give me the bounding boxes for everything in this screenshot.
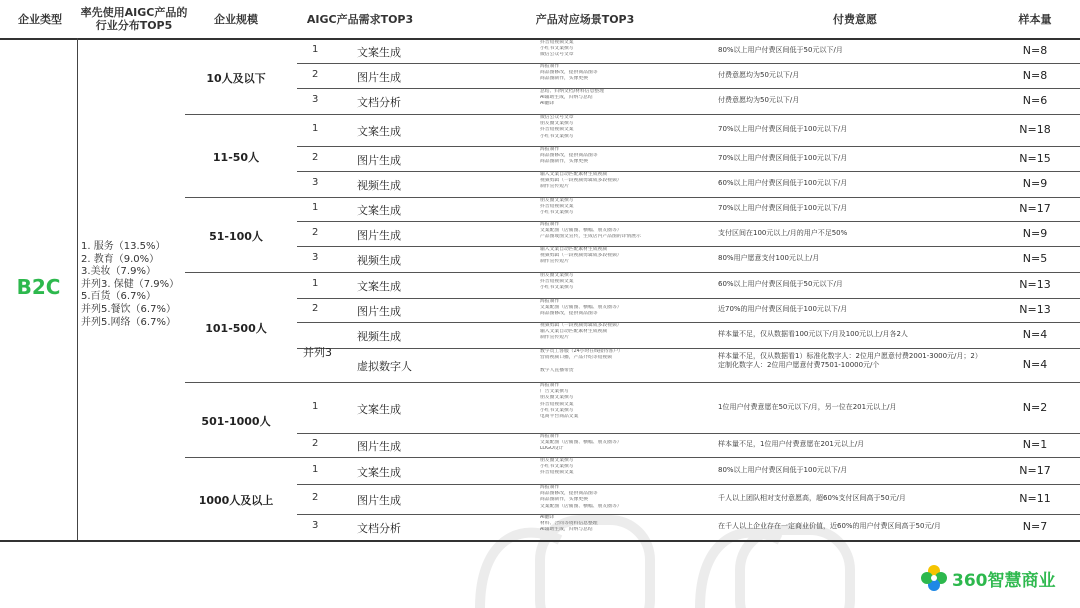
scene-rank — [481, 414, 529, 420]
sample-size: N=5 — [1022, 252, 1048, 265]
sample-size: N=7 — [1022, 520, 1048, 533]
pay-willingness: 70%以上用户付费区间低于100元以下/月 — [718, 204, 848, 212]
scene-text: 商品图修改，提供商品图等 — [540, 153, 598, 159]
scene-text: 商品图制作，头像更换 — [540, 76, 588, 82]
scene-text-list — [540, 273, 712, 292]
scene-text: 小红书文案撰写 — [540, 133, 574, 139]
company-size-label: 101-500人 — [205, 322, 267, 335]
header-demand: AIGC产品需求TOP3 — [306, 13, 414, 26]
demand-rank: 2 — [312, 226, 319, 238]
header-pay: 付费意愿 — [833, 13, 877, 26]
scene-rank — [481, 448, 529, 454]
scene-text: 朋友圈文案撰写 — [540, 273, 574, 278]
scene-rank-list — [481, 518, 529, 537]
size-group-divider — [185, 272, 297, 273]
sample-size: N=11 — [1019, 492, 1051, 505]
sample-size: N=13 — [1019, 303, 1051, 316]
scene-rank-list — [481, 326, 529, 345]
brand-logo — [918, 562, 1068, 596]
size-group-divider — [185, 457, 297, 458]
type-column-divider — [77, 38, 78, 540]
scene-text: 商品图制作，头像更换 — [540, 159, 588, 165]
product-name: 文案生成 — [357, 465, 401, 479]
demand-rank: 1 — [312, 278, 319, 289]
scene-rank-list — [481, 66, 529, 85]
scene-text: 制作宣传短片 — [540, 259, 569, 265]
demand-rank: 3 — [312, 252, 319, 263]
industry-list — [81, 241, 193, 329]
scene-rank — [481, 313, 529, 319]
product-name: 图片生成 — [357, 153, 401, 167]
product-name: 图片生成 — [357, 494, 401, 507]
demand-rank: 2 — [312, 303, 319, 314]
scene-text: 视频剪辑（一段视频剪辑成多段视频） — [540, 178, 622, 184]
scene-text: 海报制作 — [540, 485, 560, 490]
scene-text: 抖音短视频文案 — [540, 127, 574, 133]
sample-size: N=13 — [1019, 278, 1051, 291]
scene-text: 文案配图（店铺图、横幅、朋友圈等） — [540, 228, 622, 234]
demand-rank: 1 — [312, 463, 319, 475]
scene-rank — [481, 162, 529, 168]
scene-text: 电商平台商品文案 — [540, 413, 579, 419]
scene-text: 文案配图（店铺图、横幅、朋友圈等） — [540, 440, 622, 446]
pay-willingness: 样本量不足，1位用户付费意愿在201元以上/月 — [718, 440, 865, 448]
pay-willingness: 支付区间在100元以上/月的用户不足50% — [718, 228, 848, 237]
scene-text-list — [540, 323, 712, 342]
scene-text: 海报制作 — [540, 299, 560, 304]
sample-size: N=17 — [1019, 202, 1051, 215]
industry-item: 并列5.餐饮（6.7%） — [81, 303, 176, 315]
scene-text: 朋友圈文案撰写 — [540, 198, 574, 203]
demand-rank: 2 — [312, 151, 319, 163]
scene-text: LOGO设计 — [540, 446, 564, 452]
scene-text: 小红书文案撰写 — [540, 285, 574, 291]
pay-willingness: 样本量不足，仅从数据看100元以下/月及100元以上/月各2人 — [718, 330, 908, 338]
scene-text: 海报制作 — [540, 434, 560, 439]
scene-text-list — [540, 247, 712, 266]
product-name: 视频生成 — [357, 330, 401, 343]
sample-size: N=9 — [1022, 226, 1048, 240]
header-scene: 产品对应场景TOP3 — [535, 13, 635, 26]
scene-text: 朋友圈文案撰写 — [540, 121, 574, 127]
pay-willingness: 样本量不足，仅从数据看1）标准化数字人：2位用户愿意付费2001-3000元/月；2）定制化数字人：2位用户愿意付费7501-10000元/个 — [718, 352, 982, 369]
scene-rank — [481, 212, 529, 218]
scene-text-list — [540, 89, 712, 108]
scene-text-list — [540, 40, 712, 59]
sample-size: N=4 — [1022, 358, 1048, 371]
company-size-label: 10人及以下 — [206, 71, 266, 85]
scene-rank-list — [481, 200, 529, 219]
header-sample-size: 样本量 — [1018, 13, 1052, 26]
scene-text: 海报制作 — [540, 147, 560, 152]
demand-rank: 2 — [312, 492, 319, 503]
pay-willingness: 在千人以上企业存在一定商业价值，近60%的用户付费区间高于50元/月 — [718, 522, 941, 530]
demand-rank: 3 — [312, 94, 319, 105]
scene-text: 营销视频口播，产品介绍等短视频 — [540, 355, 612, 361]
scene-rank-list — [481, 42, 529, 61]
product-name: 视频生成 — [357, 254, 401, 267]
industry-item: 1. 服务（13.5%） — [81, 241, 166, 252]
table-bottom-border — [0, 540, 1080, 542]
scene-text: 朋友圈文案撰写 — [540, 395, 574, 401]
pay-willingness: 60%以上用户付费区间低于50元以下/月 — [718, 280, 843, 288]
scene-text: 输入文案自动匹配素材生成视频 — [540, 247, 608, 252]
industry-item: 并列5.网络（6.7%） — [81, 316, 176, 328]
scene-text: 产品图或图文宣传，生成店内产品图的详情展示 — [540, 234, 641, 240]
product-name: 视频生成 — [357, 179, 401, 192]
scene-rank — [481, 474, 529, 480]
pay-willingness: 70%以上用户付费区间低于100元以下/月 — [718, 153, 848, 162]
scene-text: 商品图修改，提供商品图等 — [540, 70, 598, 76]
scene-rank-list — [481, 356, 529, 375]
pay-willingness: 70%以上用户付费区间低于100元以下/月 — [718, 125, 848, 133]
scene-rank-list — [481, 121, 529, 140]
scene-text: 微信公众号文章 — [540, 52, 574, 58]
scene-text: 小红书文案撰写 — [540, 46, 574, 52]
product-name: 文案生成 — [357, 402, 401, 416]
scene-rank-list — [481, 224, 529, 243]
scene-text: 输入文案自动匹配素材生成视频 — [540, 329, 608, 335]
scene-text: 制作宣传短片 — [540, 335, 569, 341]
scene-text: 商品图修改，提供商品图等 — [540, 491, 598, 497]
pay-willingness: 80%以上用户付费区间低于100元以下/月 — [718, 465, 848, 474]
scene-text: 海报制作 — [540, 383, 560, 388]
scene-text-list — [540, 115, 712, 140]
scene-text-list — [540, 349, 712, 374]
scene-rank — [481, 262, 529, 268]
scene-text-list — [540, 222, 712, 241]
scene-text: 总结、归纳文档/材料信息整理 — [540, 89, 604, 94]
pay-willingness: 付费意愿均为50元以下/月 — [718, 96, 800, 104]
scene-rank — [481, 133, 529, 139]
scene-rank — [481, 104, 529, 110]
sample-size: N=8 — [1022, 68, 1048, 82]
scene-text: 材料、合同等资料信息整理 — [540, 521, 598, 527]
logo-text: 360智慧商业 — [952, 571, 1056, 591]
pay-willingness: 1位用户付费意愿在50元以下/月，另一位在201元以上/月 — [718, 402, 897, 411]
scene-rank — [481, 338, 529, 344]
industry-item: 并列3. 保健（7.9%） — [81, 278, 180, 290]
demand-rank: 3 — [312, 520, 319, 531]
scene-text: AI辅助生成，归纳与总结 — [540, 95, 593, 101]
product-name: 文案生成 — [357, 204, 401, 217]
scene-rank-list — [481, 149, 529, 168]
scene-text: 输入文案自动匹配素材生成视频 — [540, 172, 608, 177]
sample-size: N=2 — [1022, 400, 1048, 414]
scene-rank-list — [481, 395, 529, 420]
scene-text: 抖音短视频文案 — [540, 204, 574, 210]
pay-willingness: 近70%的用户付费区间低于100元以下/月 — [718, 305, 848, 313]
scene-text-list — [540, 299, 712, 318]
scene-text-list — [540, 147, 712, 166]
demand-rank: 1 — [312, 123, 319, 134]
sample-size: N=8 — [1022, 44, 1048, 57]
size-group-divider — [185, 114, 297, 115]
product-name: 图片生成 — [357, 70, 401, 84]
pay-willingness: 80%以上用户付费区间低于50元以下/月 — [718, 46, 843, 54]
scene-text: 视频剪辑（一段视频剪辑成多段视频） — [540, 323, 622, 328]
scene-text-list — [540, 198, 712, 217]
sample-size: N=15 — [1019, 151, 1051, 165]
scene-text: 小红书文案撰写 — [540, 407, 574, 413]
scene-text-list — [540, 434, 712, 453]
scene-text: 抖音短视频文案 — [540, 40, 574, 45]
scene-rank-list — [481, 92, 529, 111]
header-company-type: 企业类型 — [18, 13, 62, 26]
scene-text: 小红书文案撰写 — [540, 210, 574, 216]
demand-rank: 1 — [312, 202, 319, 213]
scene-rank — [481, 54, 529, 60]
b2c-label: B2C — [16, 275, 61, 299]
industry-item: 5.百货（6.7%） — [81, 291, 156, 303]
scene-text: 抖音短视频文案 — [540, 470, 574, 476]
scene-text: 文案配图（店铺图、横幅、朋友圈等） — [540, 305, 622, 311]
scene-text: 小红书文案撰写 — [540, 464, 574, 470]
scene-text: 文案配图（店铺图、横幅、朋友圈等） — [540, 503, 622, 509]
industry-item: 2. 教育（9.0%） — [81, 253, 160, 265]
scene-rank — [481, 288, 529, 294]
scene-text: 抖音短视频文案 — [540, 279, 574, 285]
size-group-divider — [185, 197, 297, 198]
scene-rank — [481, 237, 529, 243]
table-header — [0, 0, 1080, 38]
scene-text-list — [540, 172, 712, 191]
scene-rank — [481, 505, 529, 511]
product-name: 文档分析 — [357, 522, 401, 535]
demand-rank: 2 — [312, 68, 319, 80]
company-size-label: 11-50人 — [212, 150, 260, 164]
demand-rank: 3 — [312, 177, 319, 188]
scene-text: 视频剪辑（一段视频剪辑成多段视频） — [540, 253, 622, 259]
scene-text: 商品图修改，提供商品图等 — [540, 311, 598, 317]
product-name: 文案生成 — [357, 46, 401, 59]
product-name: 图片生成 — [357, 440, 401, 453]
scene-text-list — [540, 64, 712, 83]
sample-size: N=4 — [1022, 328, 1048, 341]
company-size-label: 51-100人 — [209, 229, 263, 243]
pay-willingness: 千人以上团队相对支付意愿高，超60%支付区间高于50元/月 — [718, 494, 906, 502]
scene-text: 数字员工客服（24小时在线接待客户） — [540, 349, 623, 354]
pay-willingness: 80%用户愿意支付100元以上/月 — [718, 254, 820, 262]
product-name: 虚拟数字人 — [357, 360, 412, 373]
company-size-label: 501-1000人 — [201, 414, 271, 428]
product-name: 图片生成 — [357, 305, 401, 318]
scene-rank — [481, 368, 529, 374]
pay-willingness: 付费意愿均为50元以下/月 — [718, 70, 800, 79]
scene-text-list — [540, 458, 712, 477]
scene-text-list — [540, 515, 712, 534]
scene-text: 商品图制作，头像更换 — [540, 497, 588, 503]
scene-rank-list — [481, 250, 529, 269]
scene-text: 朋友圈文案撰写 — [540, 458, 574, 463]
sample-size: N=6 — [1022, 94, 1048, 107]
scene-rank-list — [481, 436, 529, 455]
sample-size: N=18 — [1019, 123, 1051, 136]
product-name: 文案生成 — [357, 280, 401, 293]
company-size-label: 1000人及以上 — [198, 493, 274, 507]
size-group-divider — [185, 382, 297, 383]
scene-rank-list — [481, 175, 529, 194]
product-name: 图片生成 — [357, 228, 401, 242]
logo-pinwheel-icon — [918, 562, 950, 594]
pay-willingness: 60%以上用户付费区间低于100元以下/月 — [718, 179, 848, 187]
demand-rank: 1 — [312, 44, 319, 55]
demand-rank: 1 — [312, 400, 319, 412]
scene-text: AI辅助生成，归纳与总结 — [540, 527, 593, 533]
scene-text: 抖音短视频文案 — [540, 401, 574, 407]
demand-rank: 2 — [312, 438, 319, 449]
product-name: 文档分析 — [357, 96, 401, 109]
scene-text: 制作宣传短片 — [540, 184, 569, 190]
scene-rank — [481, 530, 529, 536]
sample-size: N=1 — [1022, 438, 1048, 451]
scene-rank — [481, 79, 529, 85]
scene-rank — [481, 187, 529, 193]
sample-size: N=9 — [1022, 177, 1048, 190]
scene-text-list — [540, 485, 712, 510]
scene-text: 数字人直播带货 — [540, 367, 574, 373]
product-name: 文案生成 — [357, 125, 401, 138]
scene-rank-list — [481, 487, 529, 512]
sample-size: N=17 — [1019, 463, 1051, 477]
scene-rank-list — [481, 301, 529, 320]
header-company-size: 企业规模 — [214, 13, 258, 26]
scene-text: 广告文案撰写 — [540, 389, 569, 395]
scene-text: 海报制作 — [540, 222, 560, 227]
scene-text: 微信公众号文章 — [540, 115, 574, 120]
scene-rank-list — [481, 276, 529, 295]
scene-text: AI翻译 — [540, 515, 555, 520]
tie-3-label: 并列3 — [303, 346, 332, 359]
scene-text: AI翻译 — [540, 101, 555, 107]
header-industry: 率先使用AIGC产品的行业分布TOP5 — [80, 6, 188, 32]
scene-text: 海报制作 — [540, 64, 560, 69]
scene-rank-list — [481, 461, 529, 480]
industry-item: 3.美妆（7.9%） — [81, 266, 156, 278]
scene-text-list — [540, 383, 712, 420]
